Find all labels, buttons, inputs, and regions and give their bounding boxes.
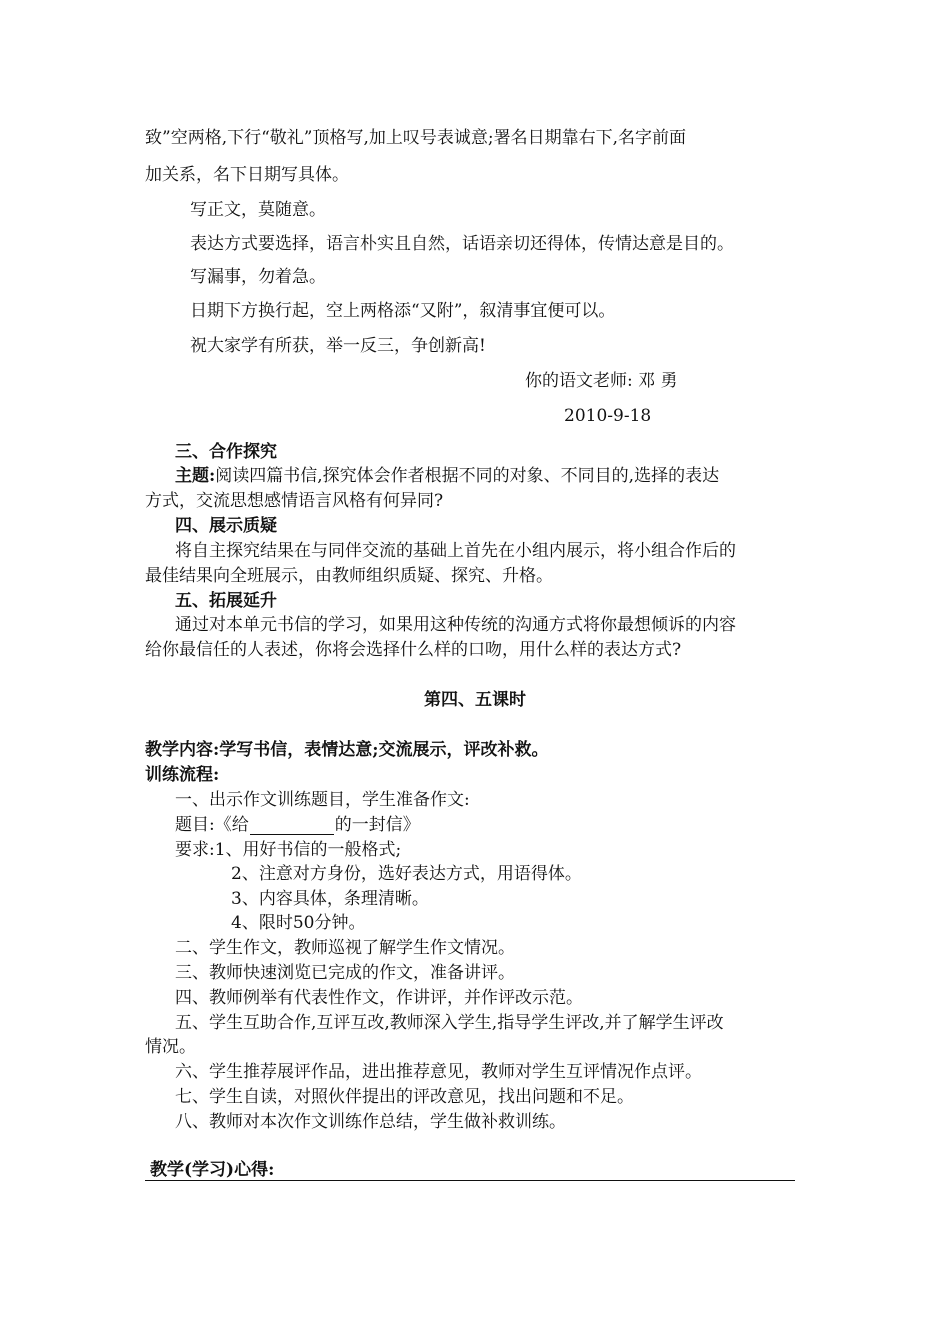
flow-step: 四、教师例举有代表性作文，作讲评，并作评改示范。 bbox=[175, 988, 583, 1008]
requirement: 2、注意对方身份，选好表达方式，用语得体。 bbox=[231, 864, 582, 884]
section-heading: 五、拓展延升 bbox=[175, 591, 277, 611]
letter-line: 致”空两格,下行“敬礼”顶格写,加上叹号表诚意;署名日期靠右下,名字前面 bbox=[145, 128, 687, 148]
letter-line: 表达方式要选择，语言朴实且自然，话语亲切还得体，传情达意是目的。 bbox=[190, 234, 734, 254]
topic-label: 主题: bbox=[175, 466, 216, 486]
essay-title bbox=[175, 815, 420, 835]
letter-line: 日期下方换行起，空上两格添“又附”，叙清事宜便可以。 bbox=[190, 301, 616, 321]
section-heading: 三、合作探究 bbox=[175, 442, 277, 462]
section-text: 给你最信任的人表述，你将会选择什么样的口吻，用什么样的表达方式? bbox=[145, 640, 682, 660]
requirement: 4、限时50分钟。 bbox=[231, 913, 366, 933]
blank-underline bbox=[250, 818, 334, 835]
topic-line: 方式，交流思想感情语言风格有何异同? bbox=[145, 491, 444, 511]
requirement: 3、内容具体，条理清晰。 bbox=[231, 889, 429, 909]
section-text: 最佳结果向全班展示，由教师组织质疑、探究、升格。 bbox=[145, 566, 553, 586]
section-heading: 四、展示质疑 bbox=[175, 516, 277, 536]
flow-step: 二、学生作文，教师巡视了解学生作文情况。 bbox=[175, 938, 515, 958]
flow-step: 一、出示作文训练题目，学生准备作文: bbox=[175, 790, 470, 810]
flow-step: 六、学生推荐展评作品，进出推荐意见，教师对学生互评情况作点评。 bbox=[175, 1062, 702, 1082]
essay-title-suffix: 的一封信》 bbox=[334, 815, 420, 835]
reflection-underline bbox=[145, 1180, 795, 1181]
letter-date: 2010-9-18 bbox=[564, 406, 652, 426]
flow-label: 训练流程: bbox=[145, 765, 220, 785]
reflection-label: 教学(学习)心得: bbox=[150, 1160, 275, 1180]
letter-line: 加关系，名下日期写具体。 bbox=[145, 165, 349, 185]
section-text: 通过对本单元书信的学习，如果用这种传统的沟通方式将你最想倾诉的内容 bbox=[175, 615, 736, 635]
essay-title-prefix: 题目:《给 bbox=[175, 815, 249, 835]
section-text: 将自主探究结果在与同伴交流的基础上首先在小组内展示，将小组合作后的 bbox=[175, 541, 736, 561]
flow-step: 八、教师对本次作文训练作总结，学生做补救训练。 bbox=[175, 1112, 566, 1132]
lesson-content: 教学内容:学写书信，表情达意;交流展示，评改补救。 bbox=[145, 740, 549, 760]
letter-signature: 你的语文老师: 邓 勇 bbox=[525, 371, 678, 391]
letter-line: 写漏事，勿着急。 bbox=[190, 267, 326, 287]
flow-step: 七、学生自读，对照伙伴提出的评改意见，找出问题和不足。 bbox=[175, 1087, 634, 1107]
letter-line: 写正文，莫随意。 bbox=[190, 200, 326, 220]
flow-step: 三、教师快速浏览已完成的作文，准备讲评。 bbox=[175, 963, 515, 983]
requirement: 要求:1、用好书信的一般格式; bbox=[175, 840, 402, 860]
flow-step: 情况。 bbox=[145, 1037, 196, 1057]
letter-line: 祝大家学有所获，举一反三，争创新高! bbox=[190, 336, 486, 356]
topic-line bbox=[175, 466, 719, 486]
flow-step: 五、学生互助合作,互评互改,教师深入学生,指导学生评改,并了解学生评改 bbox=[175, 1013, 724, 1033]
topic-text: 阅读四篇书信,探究体会作者根据不同的对象、不同目的,选择的表达 bbox=[215, 466, 720, 486]
lesson-title: 第四、五课时 bbox=[424, 690, 526, 710]
